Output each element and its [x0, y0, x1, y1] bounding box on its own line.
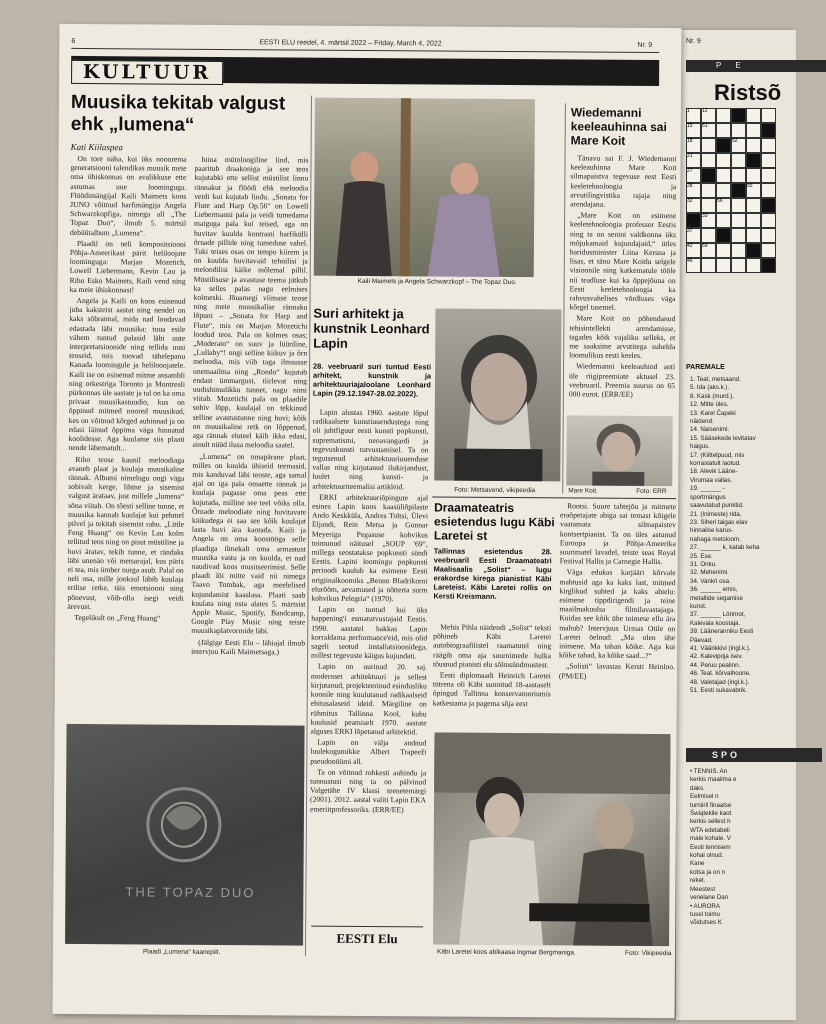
crossword-clue: 31. Onku. [690, 560, 717, 568]
crossword-cell [731, 108, 746, 123]
next-page-number: Nr. 9 [686, 38, 701, 45]
crossword-clue: sportmängus [690, 493, 726, 501]
crossword-clue: 14. Naisenimi. [690, 426, 730, 434]
album-cover-art [65, 724, 305, 946]
sport-text-line: daks. [690, 784, 705, 792]
crossword-number: 46 [687, 258, 693, 264]
crossword-clue: 13. Karel Čapeki [690, 409, 736, 417]
crossword-clue: 41. Väärikkivi (ingl.k.). [690, 645, 751, 652]
crossword-clue: saavutatud punktid. [690, 502, 744, 510]
crossword-clue: 19. ______ - [690, 485, 725, 493]
sport-text-line: venelane Dan [690, 894, 729, 902]
crossword-clue: 27. ______ k, katab keha [690, 544, 760, 552]
crossword-cell [731, 183, 746, 198]
crossword-cell [716, 258, 731, 273]
crossword-cell [731, 153, 746, 168]
section-label: KULTUUR [71, 60, 223, 85]
crossword-cell [731, 123, 746, 138]
article2-lead-wrap [313, 362, 431, 402]
crossword-number: 51 [702, 123, 708, 129]
crossword-clue: haigus. [690, 443, 710, 451]
crossword-number: 52 [732, 138, 738, 144]
crossword-cell [746, 153, 761, 168]
a1c2-p1: „Lumena“ on omapärane plaat, milles on kuulda ühiseid teemasid, mis kanduvad läbi teoste, aga samal ajal on iga pala omaette rännak ja kuulaja pagasse oma peas ette kujutada, milline see teel võiks olla. Õrnade meloodiate ning huvitavate käikudega ei saa see kõik kuulajat lasta huvi ära kaotada. Kaili ja Angela on oma koostööga selle plaadiga ilmekalt oma armastust muusika vastu ja on kuulda, et nad naudivad koos musitseerimist. Selle plaadi lõi mitte vaid nii nimega Taavo Tombak, aga meelelised kujundamist kaaslasa. Plaati saab kuulata ning osta alates 5. märtsist Apple Music, Spotify, Bandcamp, Google Play Music ning teiste muusikaplatvormide läbi. [191, 451, 307, 636]
crossword-clue: 17. (Kiittelpuud, mis [690, 451, 745, 459]
next-page [676, 30, 796, 1020]
issue-number: Nr. 9 [637, 41, 653, 49]
crossword-number: 33 [702, 213, 708, 219]
a3-p0: Tänavu sai F. J. Wiedemanni keeleauhinna Mare Koit silmapaistva tegevuse eest Eesti keeletehnoloogia ja arvutilingvistika rajaja ning arendajana. [570, 153, 677, 209]
crossword-cell [731, 198, 746, 213]
crossword-cell [761, 153, 776, 168]
eesti-elu-logo: EESTI Elu [311, 926, 423, 950]
sport-text-line: kohal olnud. [690, 852, 724, 860]
a1c1-p1: Plaadil on neli kompositsiooni Põhja-Ameerikast pärit heliloojate loominguga: Marjan Mozetich, Lowell Liebermann, Kevin Lau ja Riho Esko Maimets, Kaili vend ning ka meie ühiskonnast! [69, 238, 186, 295]
page-number: 6 [71, 37, 76, 45]
laretei-caption: Käbi Laretei koos abikaasa Ingmar Bergmaniga. [436, 948, 576, 957]
crossword-clue: metallide segamise [690, 594, 743, 602]
crossword-cell [746, 213, 761, 228]
crossword-clue: korrastatult laotud. [690, 460, 741, 468]
article1-column-2 [190, 155, 308, 746]
crossword-cell [746, 123, 761, 138]
crossword-clue: 18. Alevik Lääne- [690, 468, 738, 476]
lapin-portrait [434, 308, 561, 481]
crossword-cell [701, 168, 716, 183]
crossword-number: 59 [702, 243, 708, 249]
a4r-p2: „Solisti“ lavastas Kersti Heinloo. (PM/EE) [558, 661, 676, 681]
crossword-number: 32 [687, 198, 693, 204]
crossword-cell [761, 183, 776, 198]
sport-text-line: WTA edetabeli [690, 826, 730, 834]
clue-list [690, 376, 760, 695]
crossword-cell [716, 168, 731, 183]
crossword-clue: 39. Lääneranniku Eesti [690, 628, 754, 636]
crossword-clue: hinnalise karus- [690, 527, 734, 535]
mare-koit-credit: Foto: ERR [636, 487, 667, 496]
crossword-clue: Kalevala koostaja. [690, 619, 741, 627]
lapin-portrait-photo [434, 308, 561, 481]
laretei-bergman-photo [433, 732, 670, 946]
crossword-number: 28 [687, 183, 693, 189]
crossword-number: 15 [687, 123, 693, 129]
topaz-duo-caption: Kaili Maimets ja Angela Schwarzkopf – The Topaz Duo. [357, 277, 517, 287]
crossword-number: 27 [687, 168, 693, 174]
a1c1-p3: Riho teose kaunil meloodiaga avaneb plaat ja kuulaja muusikaline rännak. Albumi nimelugu ongi väga sobivalt kerge, lihtne ja sisemist valgust ärataav, just millele „lumena“ sõna viitab. On tõesti selline tunne, et muusika kannab kuulajat kui pehmel pilvel ja tekitab sisemist rahu. „Little Feng Huang“ on Kevin Lau kolm tellitud teos ning on pisut müstiline ja huvi äratav, tekib tunne, et rändaks läbi unenäo või metsarajal, kus päris ei tea, mis ümber nurga asub. Palal on neli osa, mille jooksul läbib kuulaja erilise retke, täis emotsiooni ning põnevust, võib-olla isegi veidi ärevust. [67, 454, 185, 611]
crossword-clue: Päevad. [690, 636, 713, 644]
crossword-cell [716, 153, 731, 168]
crossword-cell [761, 108, 776, 123]
crossword-clue: 5. Ida (aks.k.). [690, 384, 730, 392]
sport-text-line: kerkis maailma e [690, 776, 737, 784]
crossword-clue: nahaga metsloom. [690, 535, 741, 543]
crossword-cell [746, 108, 761, 123]
crossword-cell [701, 183, 716, 198]
crossword-cell [746, 228, 761, 243]
article4-title: Draamateatris esietendus lugu Käbi Laretei st [433, 500, 555, 543]
crossword-clue: 1. Teat, metsaand. [690, 376, 741, 383]
a4l-p0: Mehis Pihla näidendi „Solist“ teksti põhineb Käbi Laretei autobiograafilistel raamatutel ning räägib oma aja suurnimede hulka tõusnud pianisti elu sõlmsündmustest. [432, 622, 552, 670]
crossword-number: 1 [687, 108, 690, 114]
a4l-p1: Eesti diplomaadi Heinrich Laretei tütrena oli Käbi sunnitud 18-aastaselt õpingud Tallinna konservatooriumis katkestama ja pagema sõja eest [432, 670, 551, 708]
crossword-clue: 21. (Inimeste) rida. [690, 510, 742, 518]
crossword-clue: 15. Sääsekede levitatav [690, 434, 756, 442]
crossword-cell [746, 138, 761, 153]
crossword-cell [716, 183, 731, 198]
a2-p0: Lapin alustas 1960. aastate lõpul radikaalsete kunstiuuendustega ning oli juhtfiguur eesti kunsti popkunsti, suprematismi, neoavangardi ja tegevuskunsti tutvustamisel. Ta on tegutsenud arhitektuuriuuenduse vallas ning kirjutanud ilukirjandust, luulet ning kunsti- ja arhitektuuriteemalisi artikleid. [312, 407, 429, 491]
crossword-cell [761, 198, 776, 213]
crossword-cell [701, 138, 716, 153]
crossword-cell [716, 228, 731, 243]
laretei-credit: Foto: Vikipeedia [624, 949, 672, 958]
article4-column-2 [559, 501, 677, 728]
crossword-cell [716, 123, 731, 138]
crossword-clue: 46. Teat. kõrvalhoone. [690, 670, 751, 678]
sport-column [690, 768, 736, 928]
album-cover-text: THE TOPAZ DUO [125, 884, 256, 901]
crossword-number: 55 [747, 183, 753, 189]
a4r-p0: Rootsi. Suure tahtejõu ja mitmete eraõpetajate abiga sai temast kõigele vaatamata silmapaistev kontsertpianist. Ta on üles astunud Euroopa ja Põhja-Ameerika suurimatel lavadel, teiste seas Royal Festival Hallis ja Carnegie Hallis. [559, 501, 677, 567]
crossword-cell [731, 243, 746, 258]
crossword-clue: Virumaa vallas. [690, 476, 733, 484]
sport-text-line: kerkis sellest h [690, 818, 731, 826]
column-rule-2 [562, 103, 566, 493]
article2-lead: 28. veebruaril suri tuntud Eesti arhitekt, kunstnik ja arhitektuuriajaloolane Leonhard Lapin (29.12.1947-28.02.2022). [312, 361, 432, 399]
mare-koit-photo [566, 415, 672, 486]
crossword-cell [686, 213, 701, 228]
a1c2-p0: hiina mütoloogiline lind, mis paaritub draakoniga ja see teos kujutabki ette sellist müstilist linnu rännakut ja flöödi ehk meloodia veidi kui kujutab lindu. „Sonata for Flute and Harp Op.56“ on Lowell Liebermanni pala ja veidi tumedama maiguga pala kui teised, aga on huvitav kuulda kontrasti harfikülli õrnade pillide ning tumeduse vahel. Tuki teises osas on tempo kiirem ja on kuulda huvitavaid tehnilisi ja meloodilisi käike mõlemal pillil. Müstilisuse ja avastuse teema jätkub ka selles palas nagu eelmises kolmeski. Jõuamegi viimase teose ning meie muusikalise rännaku lõpuni – „Sonata for Harp and Flute“, mis on Marjan Mozetichi loodud teos. Pala on kolmes osas; „Moderato“ on suuv ja lüüriline, „Lullaby“! ongi selline kiikuv ja õrn meloodia, mis viib taga ilmsusse unemaailma ning „Rondo“ kujutab endast ümmargust, tiirlevat ning uudishimulikku tunnet, nagu nimi viitab. Mozetichi pala on plaadile sobiv lõpp, kuulajal on tekkinud selline avastustunne ning huvi; kõik on muusikaline retk on lõppenud, aga rännak eluteel käib ikka edasi, ainult nüüd ilusa meloodia saatel. [192, 154, 309, 450]
sport-text-line: kotsa ja on n [690, 868, 726, 876]
album-cover-photo [65, 724, 305, 946]
article-separator-rule [432, 496, 676, 499]
article2-title: Suri arhitekt ja kunstnik Leonhard Lapin [313, 305, 430, 351]
crossword-clue: kunst. [690, 602, 707, 610]
header-rule [71, 48, 659, 53]
crossword-cell [716, 243, 731, 258]
crossword-number: 42 [687, 243, 693, 249]
crossword-cell [731, 168, 746, 183]
crossword-cell [701, 198, 716, 213]
a1c2-p2: (Jälgige Eesti Elu – lähiajal ilmub intervjuu Kaili Maimetsaga.) [191, 637, 306, 657]
crossword-cell [746, 243, 761, 258]
a2-p1: ERKI arhitektuuriõpingute ajal esines Lapin koos kaasüliõpilaste Ando Keskküla, Andres Toltsi, Ülevi Eljandi, Rein Metsa ja Gunnar Meyeriga Pegasuse kohvikus toimunud näitusel „SOUP '69“, millega seostatakse popkunsti sündi Eestis. Lapini loomingu popkunsti perioodi kuulub ka esimene Eesti origiinalkoomiks „Benno Bladrikorni elurõõm, aevamused ja nõtterta surm kohvikus Pelegria“ (1970). [311, 492, 429, 604]
sport-text-line: reket. [690, 877, 706, 885]
crossword-number: 18 [687, 138, 693, 144]
crossword-cell [701, 153, 716, 168]
crossword-number: 37 [687, 228, 693, 234]
sport-text-line: Meestest [690, 885, 716, 893]
crossword-cell [731, 258, 746, 273]
crossword-grid [686, 108, 782, 268]
article4-lead-wrap [433, 546, 551, 604]
article4-column-1 [433, 622, 552, 727]
crossword-cell [761, 138, 776, 153]
sport-text-line: Świątekile kaot [690, 810, 732, 818]
crossword-title: Ristsõ [714, 80, 782, 105]
crossword-cell [746, 198, 761, 213]
crossword-cell [716, 213, 731, 228]
a2-p5: Ta on võitnud rohkesti auhindu ja tunnustusi ning ta on pälvinud Valgetähe IV klassi teenetemärgi (2001). 2012. aastal valiti Lapin EKA emeriitprofessoriks. (ERR/EE) [309, 767, 427, 814]
crossword-clue: 44. Peruu pealinn. [690, 661, 741, 669]
crossword-cell [731, 213, 746, 228]
crossword-clue: 12. Mitte üles. [690, 401, 729, 409]
sport-text-line: Eelmisel n [690, 793, 719, 801]
crossword-clue: 25. Ese. [690, 552, 713, 560]
crossword-clue: 36. ______ emis, [690, 586, 738, 594]
crossword-cell [761, 243, 776, 258]
crossword-clue: 8. Kask (murd.). [690, 392, 735, 400]
crossword-cell [701, 228, 716, 243]
article2-column-1 [309, 408, 429, 959]
a4r-p1: Väga edukas karjääri kõrvale mahtusid aga ka kaks last, mitmed kirglikud suhted ja kaks abielu: esimene tippdirigendi ja teine maailmakuulsa filmilavastajaga. Kuidas see kõik ühe inimese ellu ära mahub? Intervjuus Urmas Otile on Laretei öelnud: „Ma olen ühe inimene. Ma tahan kõike. Aga kui kõike tahad, ka kõike saad...?“ [559, 567, 676, 661]
a3-p2: Mare Koit on põhendanud tehisintellekti arendamisse, tagades kõik vajaliku selleks, et me saaksime arvutitega suhelda loomulikus eesti keeles. [569, 313, 676, 361]
crossword-cell [761, 168, 776, 183]
crossword-cell [716, 138, 731, 153]
article3-column [569, 153, 677, 414]
album-caption: Plaadi „Lumena“ kaanepilt. [142, 948, 221, 956]
a1c1-p4: Tegelikult on „Feng Huang“ [74, 612, 161, 623]
sport-section-tab: SPO [686, 748, 822, 762]
sport-text-line: turniiril finaalse [690, 801, 732, 809]
sport-text-line: • TENNIS. An [690, 768, 728, 775]
crossword-cell [731, 228, 746, 243]
crossword-cell [761, 228, 776, 243]
a2-p3: Lapin on uurinud 20. saj. modernset arhitektuuri ja sellest kirjutanud, projekteerinud esindusliku koonile ning kuulutanud radikaalseid ehitusalaseid ideid. Märgiline on rühmitus Tallinna Kool, kuhu kuulusid peamiselt 1970. aastate alguses ERKI lõpetanud arhitektid. [310, 662, 428, 737]
crossword-cell [746, 168, 761, 183]
topaz-duo-photo [314, 98, 535, 278]
crossword-cell [761, 258, 776, 273]
crossword-cell [761, 213, 776, 228]
a3-p1: „Mare Koit on esimene keeletehnoloogia professor Eestis ning ta on senini valdkonna üks mõjukamaid kujundajaid,“ ütles haridusminister Liina Kersna ja lisas, et tänu Mare Koidu selgele visioonile ning katkematule tööle nii teadluse kui ka õppejõuna on Eesti keeletehnoloogia ka rahvusvahelises võrdluses väga kõrgel tasemel. [569, 210, 677, 312]
sport-text-line: tusel toimu [690, 910, 720, 918]
crossword-cell [701, 258, 716, 273]
article4-lead: Tallinnas esietendus 28. veebruaril Eesti Draamateatri Maalisaalis „Solist“ – lugu erakordse kirega pianistist Käbi Lareteist. Käbi Laretei rollis on Kersti Kreismann. [433, 546, 552, 601]
mare-koit-caption: Mare Koit. [568, 487, 598, 495]
sport-text-line: male kohale. V [690, 835, 731, 843]
crossword-clue: näidend. [690, 418, 714, 426]
crossword-cell [761, 123, 776, 138]
article1-column-1 [66, 154, 186, 755]
mare-koit-portrait [566, 415, 672, 486]
crossword-clue: 32. Mehenimi. [690, 569, 729, 577]
article1-title: Muusika tekitab valgust ehk „lumena“ [70, 91, 286, 136]
crossword-clue: 34. Vankri osa. [690, 577, 731, 585]
crossword-clue: 23. Siheri taigas elav [690, 518, 748, 526]
lapin-photo-credit: Foto: Metsavend, vikipeedia [454, 486, 536, 495]
sport-text-line: • AURORA [690, 902, 721, 910]
laretei-bergman-scene [433, 732, 670, 946]
clues-heading: PAREMALE [686, 364, 725, 371]
crossword-number: 21 [687, 153, 693, 159]
crossword-number: 12 [702, 108, 708, 114]
a1c1-p2: Angela ja Kaili on koos esinenud juba kaksteist aastat ning nendel on kaks sõbrannal, mida nad loodavad edastada läbi muusika: tuua esile vähem tuntud palasid läbi uute interpretatsioonide ning tellida uusi teoseid, mis toovad tähelepanu Kanada loomingule ja helilooojatele. Kaili ise on esinenud mitme ansambli ning orkestriga Toronto ja Montreali pürkonnas üle aastate ja tal on ka oma privaat muusikastuudio, kus on õppinud mitmed noored muusikud, kes on võitnud kõrged auhinnad ja on edasi läinud õppima väga hinnatud koolidesse. Aga kuulame siis plaati nende läbematult... [68, 296, 186, 453]
sport-text-line: võidutses K [690, 919, 722, 927]
article3-title: Wiedemanni keeleauhinna sai Mare Koit [570, 105, 667, 148]
crossword-clue: 42. Kalevipoja isev. [690, 653, 743, 661]
masthead-line: EESTI ELU reedel, 4. märtsil 2022 – Friday, March 4, 2022 [259, 39, 442, 48]
newspaper-page [53, 24, 682, 1018]
crossword-cell [746, 258, 761, 273]
sport-text-line: Kane [690, 860, 705, 868]
a2-p4: Lapin on välja andnud luulekogumikke Albert Trapeeži pseudonüümi all. [310, 737, 427, 766]
duo-figures [314, 98, 535, 278]
a1c1-p0: On tore näha, kui üks nooorema generatsiooni talendikas muusik meie oma ühiskonnas on avalikkuse ette astumas uue loominguga. Flöödimängijal Kaili Maimets koos JUNO võitnud harfimängija Angela Schwarzkopfiga, nimega all „The Topaz Duo“, ilmub 5. märtsil debüütalbum „Lumena“. [69, 153, 187, 238]
crossword-clue: 51. Eesti sukavabrik. [690, 687, 748, 695]
a3-p3: Wiedemanni keeleauhind anti üle riigipreemiate aktusel 23. veebruaril. Preemia suurus on 65 000 eurot. (ERR/EE) [568, 361, 676, 399]
sport-text-line: Eesti tennisem [690, 843, 731, 851]
crossword-clue: 48. Valetajad (ingl.k.). [690, 678, 750, 686]
article1-byline: Kati Kiilaspea [70, 141, 123, 153]
crossword-number: 56 [717, 198, 723, 204]
a2-p2: Lapin on tuntud kui üks happening'i esmatutvustajaid Eestis. 1990. aastatel hakkas Lapin korraldama performance'eid, mis olid sageli seotud installatsioonidega, millest tegevuste käigus kujundati. [311, 604, 428, 661]
crossword-cell [716, 108, 731, 123]
puzzle-section-tab: P E [686, 60, 826, 72]
crossword-clue: 37. ______ Lönnrot, [690, 611, 746, 619]
